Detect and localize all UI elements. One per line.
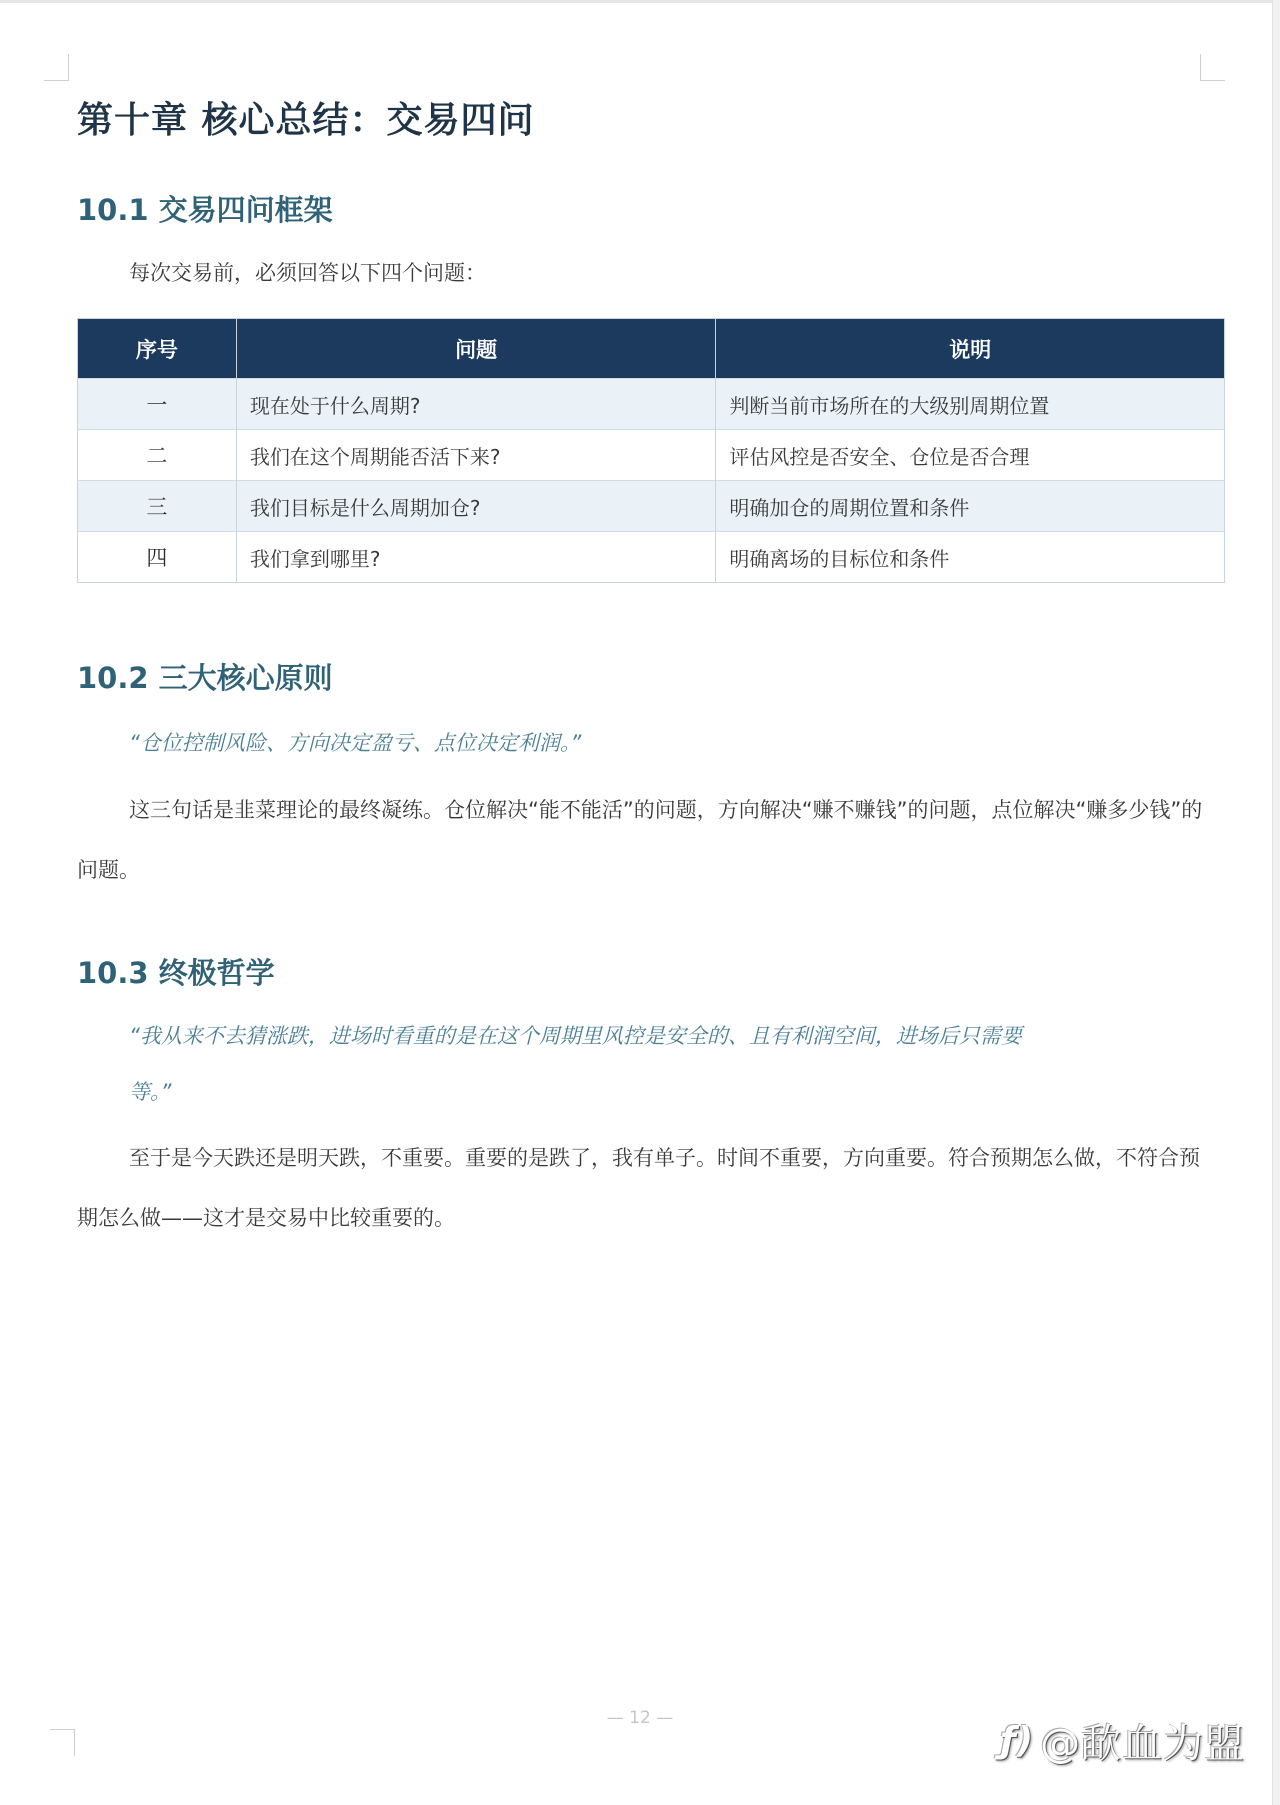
weibo-logo-icon: ƒ) bbox=[1000, 1720, 1035, 1761]
table-row bbox=[78, 532, 1225, 583]
philosophy-quote-line-1: “我从来不去猜涨跌，进场时看重的是在这个周期里风控是安全的、且有利润空间，进场后只需要 bbox=[129, 1024, 1022, 1048]
philosophy-quote-line-2: 等。” bbox=[129, 1080, 172, 1104]
row-number: 一 bbox=[78, 379, 237, 430]
row-question: 我们拿到哪里? bbox=[236, 532, 716, 583]
principles-paragraph: 这三句话是韭菜理论的最终凝练。仓位解决“能不能活”的问题，方向解决“赚不赚钱”的问题，点位解决“赚多少钱”的问题。 bbox=[77, 798, 1203, 882]
watermark-text: @歃血为盟 bbox=[1040, 1721, 1246, 1767]
section-heading-10-3: 10.3 终极哲学 bbox=[77, 956, 275, 990]
crop-mark-bottom-left-icon bbox=[50, 1729, 75, 1756]
crop-mark-top-right-icon bbox=[1200, 54, 1225, 81]
row-number: 四 bbox=[78, 532, 237, 583]
crop-mark-top-left-icon bbox=[44, 54, 69, 81]
row-explanation: 明确加仓的周期位置和条件 bbox=[716, 481, 1225, 532]
principles-quote: “仓位控制风险、方向决定盈亏、点位决定利润。” bbox=[129, 731, 582, 755]
table-row bbox=[78, 379, 1225, 430]
right-edge-scrollbar[interactable] bbox=[1272, 0, 1280, 1805]
trading-questions-table bbox=[77, 318, 1225, 583]
column-header-question: 问题 bbox=[236, 319, 716, 379]
watermark bbox=[1000, 1712, 1245, 1769]
row-explanation: 评估风控是否安全、仓位是否合理 bbox=[716, 430, 1225, 481]
table-header-row bbox=[78, 319, 1225, 379]
row-question: 我们目标是什么周期加仓? bbox=[236, 481, 716, 532]
chapter-title: 第十章 核心总结：交易四问 bbox=[77, 100, 535, 141]
section-heading-10-1: 10.1 交易四问框架 bbox=[77, 193, 333, 227]
row-number: 三 bbox=[78, 481, 237, 532]
row-question: 我们在这个周期能否活下来? bbox=[236, 430, 716, 481]
top-edge-strip bbox=[0, 0, 1280, 3]
column-header-explanation: 说明 bbox=[716, 319, 1225, 379]
philosophy-paragraph: 至于是今天跌还是明天跌，不重要。重要的是跌了，我有单子。时间不重要，方向重要。符合预期怎么做，不符合预期怎么做——这才是交易中比较重要的。 bbox=[77, 1146, 1200, 1230]
row-question: 现在处于什么周期? bbox=[236, 379, 716, 430]
row-explanation: 判断当前市场所在的大级别周期位置 bbox=[716, 379, 1225, 430]
row-number: 二 bbox=[78, 430, 237, 481]
page-number: — 12 — bbox=[606, 1708, 674, 1728]
table-row bbox=[78, 481, 1225, 532]
row-explanation: 明确离场的目标位和条件 bbox=[716, 532, 1225, 583]
table-row bbox=[78, 430, 1225, 481]
column-header-number: 序号 bbox=[78, 319, 237, 379]
section-intro-text: 每次交易前，必须回答以下四个问题： bbox=[129, 261, 486, 285]
section-heading-10-2: 10.2 三大核心原则 bbox=[77, 661, 333, 695]
